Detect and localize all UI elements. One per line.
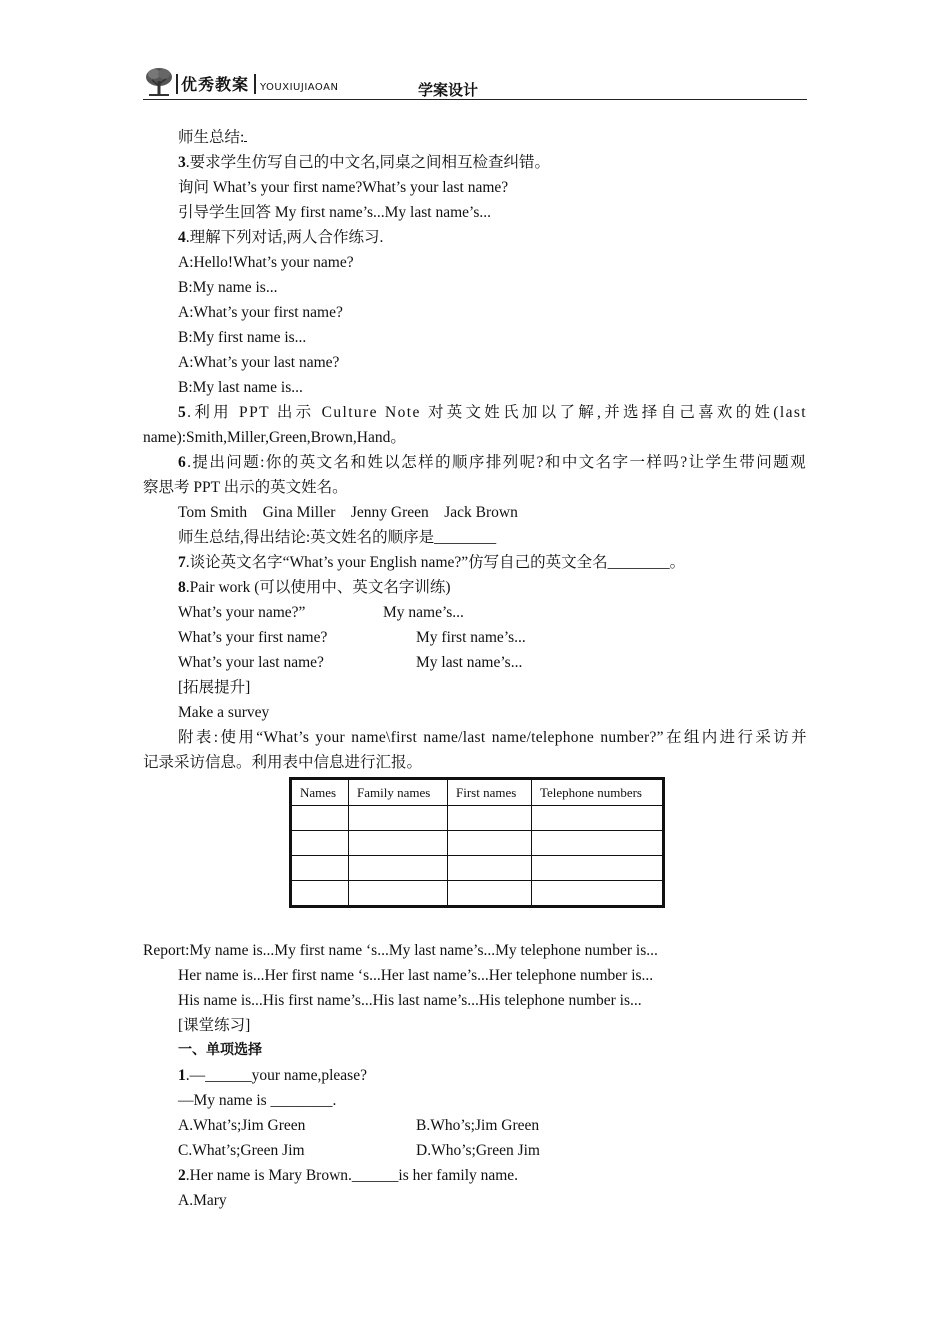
logo-divider (254, 74, 256, 94)
table-header-cell: Names (291, 779, 349, 806)
survey-table (289, 777, 665, 908)
step-5-continued: name):Smith,Miller,Green,Brown,Hand。 (143, 429, 406, 446)
pair-row: What’s your last name? My last name’s... (178, 654, 523, 671)
report-line: His name is...His first name’s...His last name’s...His telephone number is... (178, 992, 642, 1009)
table-header-cell: First names (448, 779, 532, 806)
dialog-line: B:My last name is... (178, 379, 303, 396)
tree-logo-icon (143, 66, 175, 98)
example-names: Tom Smith Gina Miller Jenny Green Jack Brown (178, 504, 518, 521)
brand-name-en: YOUXIUJIAOAN (260, 82, 339, 93)
table-row (291, 831, 664, 856)
logo-divider (176, 74, 178, 94)
pair-row: What’s your first name? My first name’s... (178, 629, 526, 646)
summary-line: 师生总结: (143, 125, 807, 150)
step-7: 7.谈论英文名字“What’s your English name?”仿写自己的英文全名________。 (178, 554, 686, 571)
section-heading: 一、单项选择 (178, 1042, 262, 1058)
question-line: 询问 What’s your first name?What’s your last name? (178, 179, 509, 196)
question-1-answer: —My name is ________. (178, 1092, 337, 1109)
survey-title: Make a survey (178, 704, 270, 721)
table-header-row (291, 779, 664, 806)
document-body (143, 125, 807, 1213)
step-8: 8.Pair work (可以使用中、英文名字训练) (178, 579, 451, 596)
answer-line: 引导学生回答 My first name’s...My last name’s... (178, 204, 491, 221)
dialog-line: A:What’s your first name? (178, 304, 343, 321)
pair-row: What’s your name?” My name’s... (178, 604, 464, 621)
options-row: A.What’s;Jim Green B.Who’s;Jim Green (178, 1117, 540, 1134)
question-2-option: A.Mary (178, 1192, 227, 1209)
step-6-continued: 察思考 PPT 出示的英文姓名。 (143, 479, 348, 496)
dialog-line: A:What’s your last name? (178, 354, 340, 371)
step-5: 5.利用 PPT 出示 Culture Note 对英文姓氏加以了解,并选择自己喜欢的姓(last (178, 404, 807, 421)
question-2: 2.Her name is Mary Brown.______is her family name. (178, 1167, 519, 1184)
report-line: Report:My name is...My first name ‘s...My last name’s...My telephone number is... (143, 942, 658, 959)
table-row (291, 806, 664, 831)
step-4: 4.理解下列对话,两人合作练习. (178, 229, 384, 246)
practice-heading: [课堂练习] (178, 1017, 251, 1034)
report-line: Her name is...Her first name ‘s...Her last name’s...Her telephone number is... (178, 967, 654, 984)
appendix-line: 附表:使用“What’s your name\first name/last name/telephone number?”在组内进行采访并 (178, 729, 807, 746)
options-row: C.What’s;Green Jim D.Who’s;Green Jim (178, 1142, 540, 1159)
dialog-line: B:My name is... (178, 279, 278, 296)
step-6: 6.提出问题:你的英文名和姓以怎样的顺序排列呢?和中文名字一样吗?让学生带问题观 (178, 454, 807, 471)
extend-heading: [拓展提升] (178, 679, 251, 696)
conclusion-line: 师生总结,得出结论:英文姓名的顺序是________ (178, 529, 497, 546)
page-header (143, 66, 807, 100)
table-header-cell: Family names (349, 779, 448, 806)
dialog-line: B:My first name is... (178, 329, 307, 346)
question-1: 1.—______your name,please? (178, 1067, 367, 1084)
dialog-line: A:Hello!What’s your name? (178, 254, 354, 271)
appendix-line-continued: 记录采访信息。利用表中信息进行汇报。 (143, 754, 423, 771)
section-title: 学案设计 (418, 81, 479, 99)
step-3: 3.要求学生仿写自己的中文名,同桌之间相互检查纠错。 (178, 154, 551, 171)
brand-name-cn: 优秀教案 (181, 75, 250, 94)
table-row (291, 881, 664, 907)
table-row (291, 856, 664, 881)
table-header-cell: Telephone numbers (532, 779, 664, 806)
